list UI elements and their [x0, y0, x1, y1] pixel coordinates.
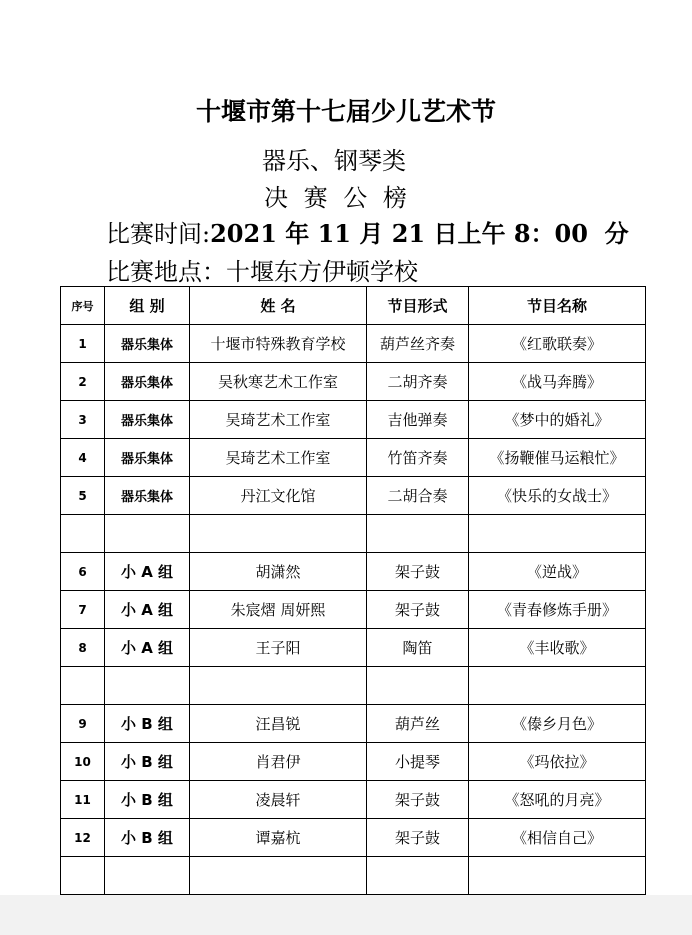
document-title: 十堰市第十七届少儿艺术节: [195, 97, 496, 126]
cell-group: 小 A 组: [105, 591, 190, 629]
table-row-empty: [61, 667, 646, 705]
cell-name: 吴琦艺术工作室: [190, 401, 367, 439]
cell-title: 《战马奔腾》: [469, 363, 646, 401]
table-row: [61, 629, 646, 667]
cell-form: 葫芦丝: [367, 705, 469, 743]
cell-group: [105, 857, 190, 895]
header-title: 节目名称: [469, 287, 646, 325]
cell-group: 小 B 组: [105, 743, 190, 781]
cell-seq: 2: [61, 363, 105, 401]
cell-title: 《红歌联奏》: [469, 325, 646, 363]
table-row: [61, 363, 646, 401]
cell-name: 朱宸熠 周妍熙: [190, 591, 367, 629]
cell-title: 《扬鞭催马运粮忙》: [469, 439, 646, 477]
cell-form: 架子鼓: [367, 781, 469, 819]
cell-form: 架子鼓: [367, 591, 469, 629]
cell-seq: 6: [61, 553, 105, 591]
table-row: [61, 705, 646, 743]
table-row: [61, 553, 646, 591]
cell-name: [190, 857, 367, 895]
cell-name: [190, 667, 367, 705]
table-row: [61, 819, 646, 857]
document-subtitle-2: 决 赛 公 榜: [264, 184, 411, 212]
time-value: 2021 年 11 月 21 日上午 8：00 分: [210, 219, 629, 248]
cell-form: 二胡齐奏: [367, 363, 469, 401]
competition-place: [106, 252, 418, 287]
cell-group: 器乐集体: [105, 325, 190, 363]
cell-group: [105, 667, 190, 705]
header-name: 姓 名: [190, 287, 367, 325]
cell-seq: [61, 857, 105, 895]
cell-name: 吴秋寒艺术工作室: [190, 363, 367, 401]
cell-form: 吉他弹奏: [367, 401, 469, 439]
cell-name: 王子阳: [190, 629, 367, 667]
cell-form: [367, 667, 469, 705]
competition-time: [106, 214, 629, 249]
cell-group: 器乐集体: [105, 363, 190, 401]
cell-title: 《青春修炼手册》: [469, 591, 646, 629]
cell-group: 小 A 组: [105, 553, 190, 591]
cell-name: 十堰市特殊教育学校: [190, 325, 367, 363]
place-label: 比赛地点：: [106, 258, 226, 286]
table-row: [61, 401, 646, 439]
cell-seq: 4: [61, 439, 105, 477]
cell-group: 小 B 组: [105, 781, 190, 819]
cell-seq: 8: [61, 629, 105, 667]
table-row-empty: [61, 515, 646, 553]
cell-seq: 1: [61, 325, 105, 363]
cell-seq: 10: [61, 743, 105, 781]
table-header-row: [61, 287, 646, 325]
cell-title: 《怒吼的月亮》: [469, 781, 646, 819]
time-label: 比赛时间:: [106, 220, 211, 248]
cell-seq: 9: [61, 705, 105, 743]
table-row: [61, 743, 646, 781]
table-row: [61, 325, 646, 363]
cell-seq: [61, 667, 105, 705]
cell-form: [367, 857, 469, 895]
header-group: 组 别: [105, 287, 190, 325]
cell-form: 二胡合奏: [367, 477, 469, 515]
cell-name: 丹江文化馆: [190, 477, 367, 515]
cell-name: 凌晨轩: [190, 781, 367, 819]
cell-title: 《傣乡月色》: [469, 705, 646, 743]
cell-seq: 3: [61, 401, 105, 439]
cell-form: 架子鼓: [367, 553, 469, 591]
cell-group: [105, 515, 190, 553]
cell-seq: [61, 515, 105, 553]
cell-seq: 5: [61, 477, 105, 515]
cell-title: [469, 667, 646, 705]
cell-title: [469, 515, 646, 553]
table-row-empty: [61, 857, 646, 895]
cell-title: 《相信自己》: [469, 819, 646, 857]
cell-title: 《逆战》: [469, 553, 646, 591]
cell-group: 小 B 组: [105, 819, 190, 857]
header-form: 节目形式: [367, 287, 469, 325]
cell-group: 小 B 组: [105, 705, 190, 743]
cell-group: 器乐集体: [105, 401, 190, 439]
cell-form: 陶笛: [367, 629, 469, 667]
cell-name: 胡潇然: [190, 553, 367, 591]
cell-name: 吴琦艺术工作室: [190, 439, 367, 477]
cell-seq: 11: [61, 781, 105, 819]
cell-group: 小 A 组: [105, 629, 190, 667]
cell-title: 《快乐的女战士》: [469, 477, 646, 515]
table-row: [61, 439, 646, 477]
cell-title: 《玛依拉》: [469, 743, 646, 781]
cell-form: 小提琴: [367, 743, 469, 781]
table-row: [61, 477, 646, 515]
cell-name: [190, 515, 367, 553]
table-row: [61, 591, 646, 629]
cell-name: 肖君伊: [190, 743, 367, 781]
cell-name: 谭嘉杭: [190, 819, 367, 857]
header-seq: 序号: [61, 287, 105, 325]
cell-title: [469, 857, 646, 895]
cell-group: 器乐集体: [105, 477, 190, 515]
cell-form: 竹笛齐奏: [367, 439, 469, 477]
cell-seq: 7: [61, 591, 105, 629]
cell-form: [367, 515, 469, 553]
cell-form: 架子鼓: [367, 819, 469, 857]
cell-form: 葫芦丝齐奏: [367, 325, 469, 363]
results-table: [60, 286, 646, 895]
cell-name: 汪昌锐: [190, 705, 367, 743]
cell-seq: 12: [61, 819, 105, 857]
cell-group: 器乐集体: [105, 439, 190, 477]
place-value: 十堰东方伊顿学校: [226, 258, 418, 286]
cell-title: 《梦中的婚礼》: [469, 401, 646, 439]
document-subtitle: 器乐、钢琴类: [262, 147, 406, 175]
table-row: [61, 781, 646, 819]
cell-title: 《丰收歌》: [469, 629, 646, 667]
